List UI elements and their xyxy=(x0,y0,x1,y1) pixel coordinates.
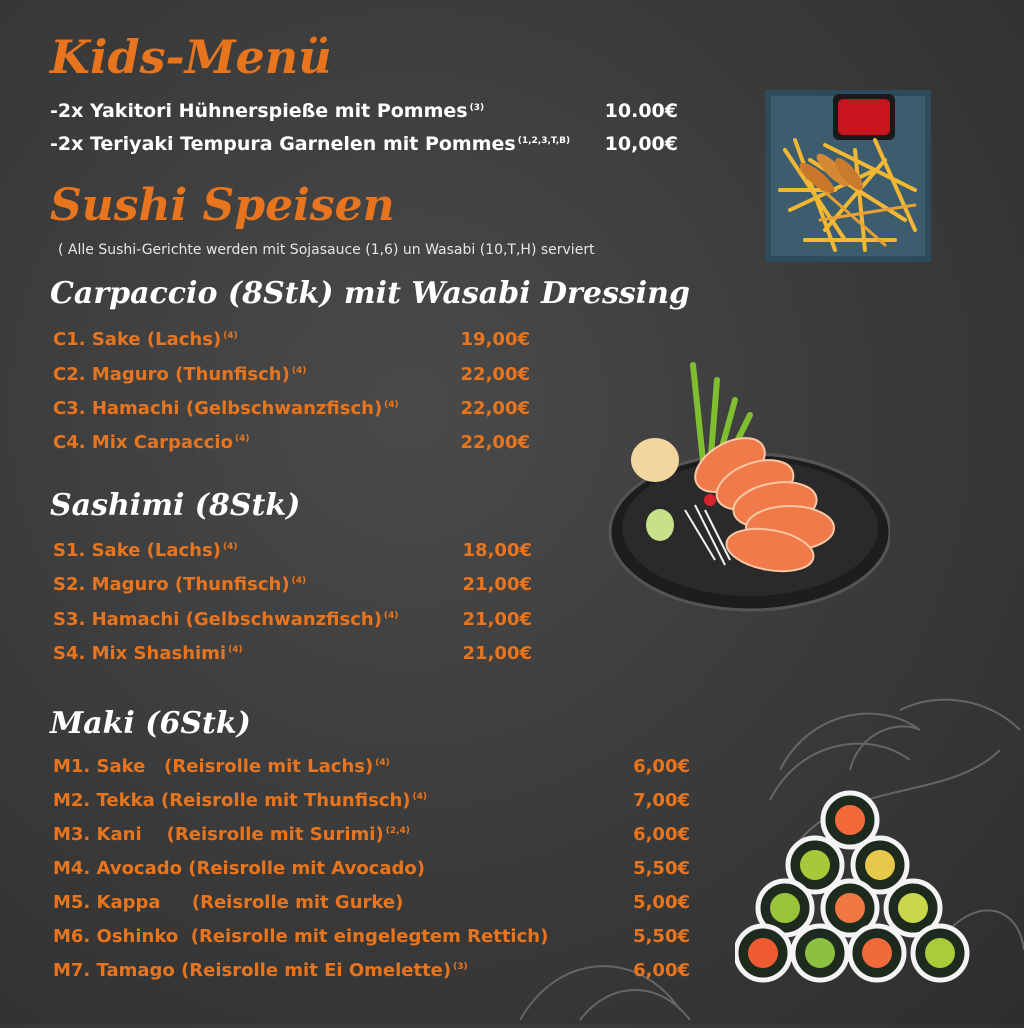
maki-photo xyxy=(735,790,975,985)
maki-item-1-allergens: (4) xyxy=(375,758,390,768)
maki-item-1 xyxy=(53,756,390,777)
kids-item-1-allergens: (3) xyxy=(469,102,485,113)
sashimi-photo xyxy=(605,360,890,618)
carpaccio-item-1-allergens: (4) xyxy=(223,331,238,341)
maki-item-2-name: M2. Tekka (Reisrolle mit Thunfisch) xyxy=(53,790,411,811)
sashimi-item-1-price: 18,00€ xyxy=(462,540,532,561)
carpaccio-item-4-allergens: (4) xyxy=(234,434,250,444)
carpaccio-item-1-price: 19,00€ xyxy=(460,329,530,350)
kids-item-1-price: 10.00€ xyxy=(604,100,678,122)
maki-item-6-price: 5,50€ xyxy=(633,926,690,947)
maki-item-6 xyxy=(53,926,548,947)
kids-item-2-name: -2x Teriyaki Tempura Garnelen mit Pommes xyxy=(50,133,516,155)
kids-menu-photo xyxy=(765,90,931,262)
maki-item-7-price: 6,00€ xyxy=(633,960,690,981)
maki-item-6-name: M6. Oshinko (Reisrolle mit eingelegtem Rettich) xyxy=(53,926,549,947)
sashimi-item-4-allergens: (4) xyxy=(228,645,243,655)
maki-item-2 xyxy=(53,790,427,811)
sashimi-item-3-name: S3. Hamachi (Gelbschwanzfisch) xyxy=(53,609,382,630)
sashimi-item-1-allergens: (4) xyxy=(222,542,238,552)
kids-item-2-price: 10,00€ xyxy=(604,133,678,155)
sushi-note: ( Alle Sushi-Gerichte werden mit Sojasauce (1,6) un Wasabi (10,T,H) serviert xyxy=(58,242,595,258)
maki-item-1-name: M1. Sake (Reisrolle mit Lachs) xyxy=(53,756,374,777)
sashimi-item-2-price: 21,00€ xyxy=(462,574,532,595)
kids-item-2-allergens: (1,2,3,T,B) xyxy=(517,135,571,146)
maki-item-5-name: M5. Kappa (Reisrolle mit Gurke) xyxy=(53,892,404,913)
sashimi-item-2 xyxy=(53,574,306,595)
maki-item-4-name: M4. Avocado (Reisrolle mit Avocado) xyxy=(53,858,425,879)
maki-item-3-name: M3. Kani (Reisrolle mit Surimi) xyxy=(53,824,384,845)
maki-item-7 xyxy=(53,960,468,981)
maki-item-5-price: 5,00€ xyxy=(633,892,690,913)
carpaccio-item-3-allergens: (4) xyxy=(384,400,399,410)
carpaccio-item-1-name: C1. Sake (Lachs) xyxy=(53,329,222,350)
carpaccio-item-3-name: C3. Hamachi (Gelbschwanzfisch) xyxy=(53,398,383,419)
maki-item-4-price: 5,50€ xyxy=(633,858,690,879)
maki-item-2-allergens: (4) xyxy=(412,792,428,802)
carpaccio-item-2 xyxy=(53,364,306,385)
sashimi-title: Sashimi (8Stk) xyxy=(50,488,301,523)
carpaccio-item-3 xyxy=(53,398,399,419)
carpaccio-item-2-name: C2. Maguro (Thunfisch) xyxy=(53,364,290,385)
carpaccio-item-2-price: 22,00€ xyxy=(460,364,530,385)
carpaccio-item-2-allergens: (4) xyxy=(291,366,307,376)
sashimi-item-2-allergens: (4) xyxy=(291,576,307,586)
sashimi-item-4 xyxy=(53,643,243,664)
maki-item-3-allergens: (2,4) xyxy=(385,826,410,836)
carpaccio-item-4-price: 22,00€ xyxy=(460,432,530,453)
kids-item-1 xyxy=(50,100,484,122)
sashimi-item-1-name: S1. Sake (Lachs) xyxy=(53,540,221,561)
maki-item-7-allergens: (3) xyxy=(453,962,468,972)
sashimi-item-3-price: 21,00€ xyxy=(462,609,532,630)
maki-item-3-price: 6,00€ xyxy=(633,824,690,845)
sashimi-item-1 xyxy=(53,540,237,561)
maki-title: Maki (6Stk) xyxy=(50,706,251,741)
sashimi-item-3 xyxy=(53,609,398,630)
maki-item-3 xyxy=(53,824,410,845)
maki-item-7-name: M7. Tamago (Reisrolle mit Ei Omelette) xyxy=(53,960,452,981)
sashimi-item-4-price: 21,00€ xyxy=(462,643,532,664)
kids-menu-title: Kids-Menü xyxy=(50,30,332,84)
sashimi-item-2-name: S2. Maguro (Thunfisch) xyxy=(53,574,290,595)
sashimi-item-4-name: S4. Mix Shashimi xyxy=(53,643,227,664)
carpaccio-title: Carpaccio (8Stk) mit Wasabi Dressing xyxy=(50,276,690,311)
kids-item-2 xyxy=(50,133,570,155)
maki-item-4 xyxy=(53,858,425,879)
carpaccio-item-4-name: C4. Mix Carpaccio xyxy=(53,432,233,453)
maki-item-2-price: 7,00€ xyxy=(633,790,690,811)
carpaccio-item-1 xyxy=(53,329,238,350)
carpaccio-item-3-price: 22,00€ xyxy=(460,398,530,419)
carpaccio-item-4 xyxy=(53,432,249,453)
kids-item-1-name: -2x Yakitori Hühnerspieße mit Pommes xyxy=(50,100,468,122)
maki-item-5 xyxy=(53,892,403,913)
maki-item-1-price: 6,00€ xyxy=(633,756,690,777)
sushi-title: Sushi Speisen xyxy=(50,180,395,231)
sashimi-item-3-allergens: (4) xyxy=(383,611,399,621)
